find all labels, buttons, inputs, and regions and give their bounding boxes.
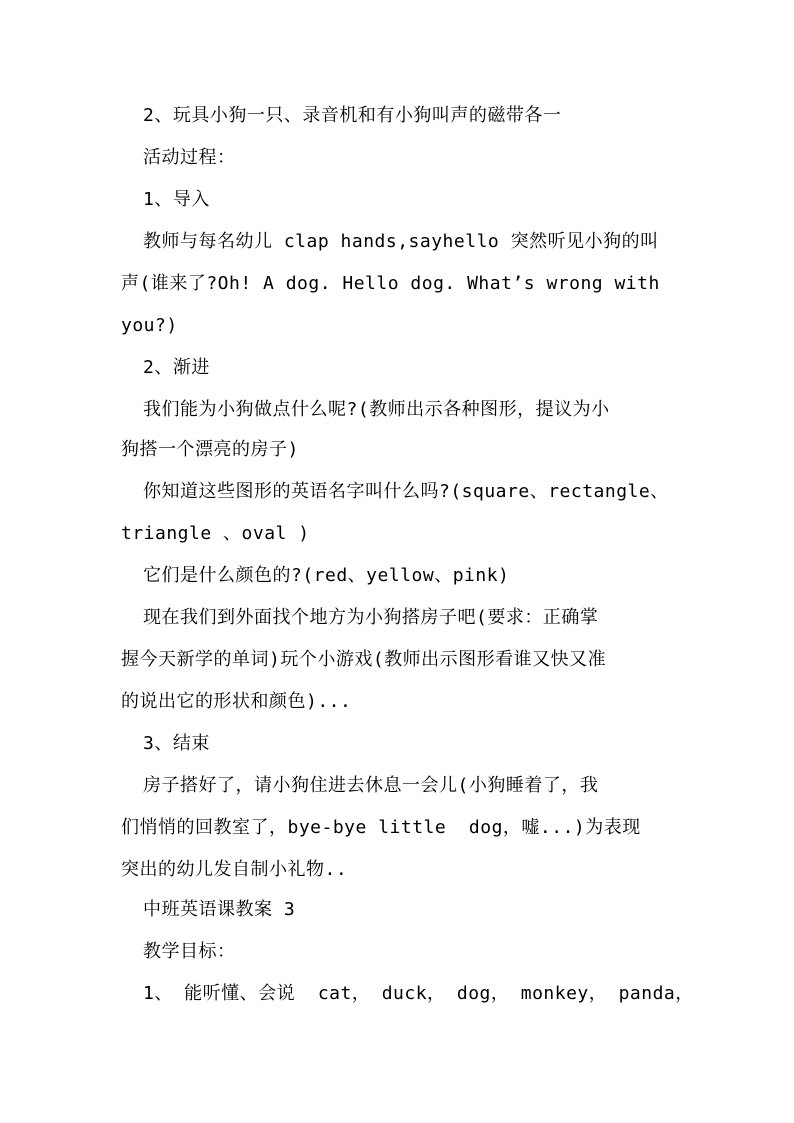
text-line: you?) [121, 315, 178, 336]
text-line: 1、导入 [143, 189, 210, 210]
text-line: 我们能为小狗做点什么呢?(教师出示各种图形，提议为小 [143, 399, 610, 420]
text-line: 突出的幼儿发自制小礼物.. [121, 859, 348, 880]
text-line: 声(谁来了?Oh! A dog. Hello dog. What’s wrong with [121, 273, 660, 294]
text-line: 现在我们到外面找个地方为小狗搭房子吧(要求：正确掌 [143, 607, 599, 628]
text-line: 3、结束 [143, 733, 210, 754]
text-line: 活动过程： [143, 147, 236, 168]
text-line: 2、渐进 [143, 357, 210, 378]
text-line: 2、玩具小狗一只、录音机和有小狗叫声的磁带各一 [143, 105, 562, 126]
text-line: 1、 能听懂、会说 cat， duck， dog， monkey， panda， [143, 983, 694, 1004]
text-line: 中班英语课教案 3 [143, 899, 296, 920]
text-line: 教学目标： [143, 941, 236, 962]
text-line: 握今天新学的单词)玩个小游戏(教师出示图形看谁又快又准 [121, 649, 607, 670]
text-line: 们悄悄的回教室了，bye-bye little dog，嘘...)为表现 [121, 817, 641, 838]
text-line: 的说出它的形状和颜色)... [121, 691, 352, 712]
text-line: 教师与每名幼儿 clap hands,sayhello 突然听见小狗的叫 [143, 231, 659, 252]
text-line: 它们是什么颜色的?(red、yellow、pink) [143, 565, 510, 586]
text-line: 你知道这些图形的英语名字叫什么吗?(square、rectangle、 [143, 481, 669, 502]
text-line: 狗搭一个漂亮的房子) [121, 439, 299, 460]
text-line: triangle 、oval ) [121, 523, 310, 544]
text-line: 房子搭好了，请小狗住进去休息一会儿(小狗睡着了，我 [143, 775, 599, 796]
